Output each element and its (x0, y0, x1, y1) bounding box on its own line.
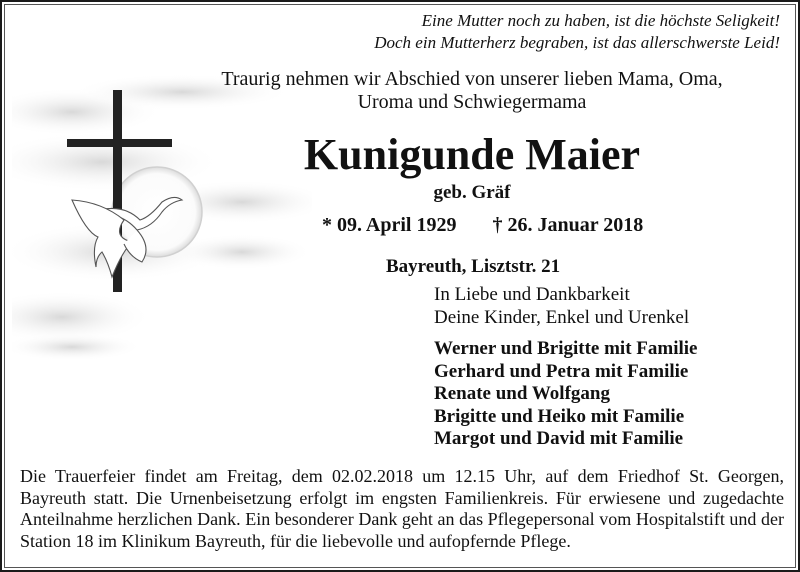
death-date: † 26. Januar 2018 (492, 214, 644, 236)
mourner-item: Brigitte und Heiko mit Familie (434, 405, 685, 427)
intro-line-1: Traurig nehmen wir Abschied von unserer lieben Mama, Oma, (221, 68, 723, 90)
intro-text (172, 68, 772, 114)
address: Bayreuth, Lisztstr. 21 (386, 256, 561, 277)
mourners-list (434, 338, 698, 451)
deceased-name: Kunigunde Maier (303, 130, 641, 179)
closing-words (434, 283, 689, 329)
quote-line-1: Eine Mutter noch zu haben, ist die höchste Seligkeit! (421, 11, 780, 30)
birth-date: * 09. April 1929 (322, 214, 457, 236)
mourner-item: Werner und Brigitte mit Familie (434, 338, 698, 359)
life-dates (322, 214, 643, 237)
birth-name: geb. Gräf (433, 182, 511, 203)
mourner-item: Margot und David mit Familie (434, 428, 684, 449)
closing-line-1: In Liebe und Dankbarkeit (434, 284, 630, 305)
quote-line-2: Doch ein Mutterherz begraben, ist das allerschwerste Leid! (374, 33, 780, 52)
intro-line-2: Uroma und Schwiegermama (357, 91, 587, 113)
closing-line-2: Deine Kinder, Enkel und Urenkel (434, 307, 690, 328)
ceremony-details: Die Trauerfeier findet am Freitag, dem 02.02.2018 um 12.15 Uhr, auf dem Friedhof St. Georgen, Bayreuth statt. Die Urnenbeisetzung erfolgt im engsten Familienkreis. Für erwiesene und zugedachte Anteilnahme herzlichen Dank. Ein besonderer Dank geht an das Pflegepersonal vom Hospitalstift und der Station 18 im Klinikum Bayreuth, für die liebevolle und aufopfernde Pflege. (20, 466, 784, 551)
mourner-item: Renate und Wolfgang (434, 383, 610, 404)
mourner-item: Gerhard und Petra mit Familie (434, 360, 689, 382)
epigraph-quote (374, 10, 780, 54)
